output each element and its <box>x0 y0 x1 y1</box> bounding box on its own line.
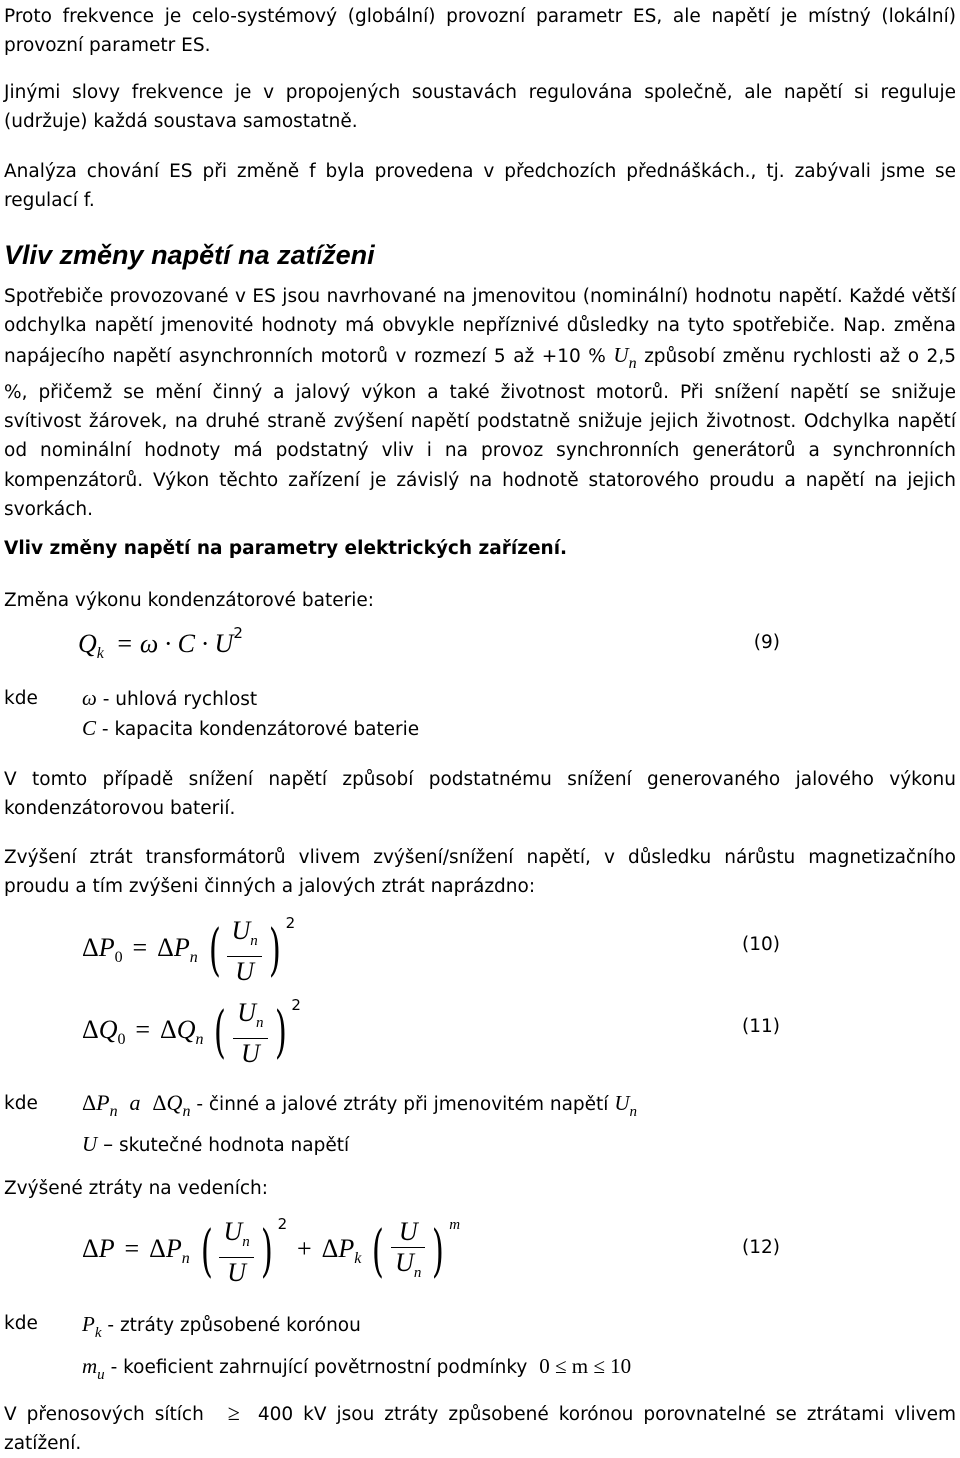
paragraph: Proto frekvence je celo-systémový (globální) provozní parametr ES, ale napětí je místný (lokální) provozní parametr ES. <box>4 6 956 56</box>
paragraph: Zvýšené ztráty na vedeních: <box>4 1178 268 1199</box>
paragraph: Spotřebiče provozované v ES jsou navrhované na jmenovitou (nominální) hodnotu napětí. Každé větší odchylka napětí jmenovité hodnoty má obvykle nepříznivé důsledky na tyto spotřebiče. Nap. změna napájecího napětí asynchronních motorů v rozmezí 5 až +10 % $U_n$ způsobí změnu rychlosti až o 2,5 %, přičemž se mění činný a jalový výkon a také životnost motorů. Při snížení napětí se snižuje svítivost žárovek, na druhé straně zvýšení napětí podstatně snižuje jejich životnost. Odchylka napětí od nominální hodnoty má podstatný vliv i na provoz synchronních generátorů a synchronních kompenzátorů. Výkon těchto zařízení je závislý na hodnotě statorového proudu a napětí na jejich svorkách. <box>4 286 956 521</box>
paragraph: V přenosových sítích ≥ 400 kV jsou ztráty způsobené korónou porovnatelné se ztrátami vlivem zatížení. <box>4 1400 956 1454</box>
paragraph: V tomto případě snížení napětí způsobí podstatnému snížení generovaného jalového výkonu kondenzátorovou baterií. <box>4 769 956 819</box>
equation-11: ΔQ0 = ΔQn ( $\frac{U_n}{U}$ ) $^2$ (11) <box>82 996 780 1068</box>
equation-9: $Qk = \omega \cdot C \cdot U^2$ (9) <box>78 624 780 662</box>
equation-10: ΔP0 = ΔPn ( $\frac{U_n}{U}$ ) $^2$ (10) <box>82 914 780 986</box>
paragraph: Změna výkonu kondenzátorové baterie: <box>4 590 374 611</box>
subheading: Vliv změny napětí na parametry elektrických zařízení. <box>4 538 568 559</box>
equation-12: ΔP = ΔPn ( $\frac{U_n}{U}$ ) $^2$ + ΔPk ( $\frac{U}{U_n}$ ) $^m$ (12) <box>82 1215 780 1287</box>
definitions-11: kde ΔPn a ΔQn - činné a jalové ztráty při jmenovitém napětí $U_n$ U – skutečné hodnota napětí <box>4 1090 637 1156</box>
definitions-12: kde $P_k$ - ztráty způsobené korónou $m_u$ - koeficient zahrnující povětrnostní podmínky 0 ≤ m ≤ 10 <box>4 1312 632 1383</box>
paragraph: Analýza chování ES při změně f byla provedena v předchozích přednáškách., tj. zabývali jsme se regulací f. <box>4 161 956 211</box>
paragraph: Jinými slovy frekvence je v propojených soustavách regulována společně, ale napětí si reguluje (udržuje) každá soustava samostatně. <box>4 82 956 132</box>
paragraph: Zvýšení ztrát transformátorů vlivem zvýšení/snížení napětí, v důsledku nárůstu magnetizačního proudu a tím zvýšeni činných a jalových ztrát naprázdno: <box>4 847 956 897</box>
definitions-9: kde ω - uhlová rychlost C - kapacita kondenzátorové baterie <box>4 686 420 740</box>
section-heading: Vliv změny napětí na zatíženi <box>4 240 375 270</box>
